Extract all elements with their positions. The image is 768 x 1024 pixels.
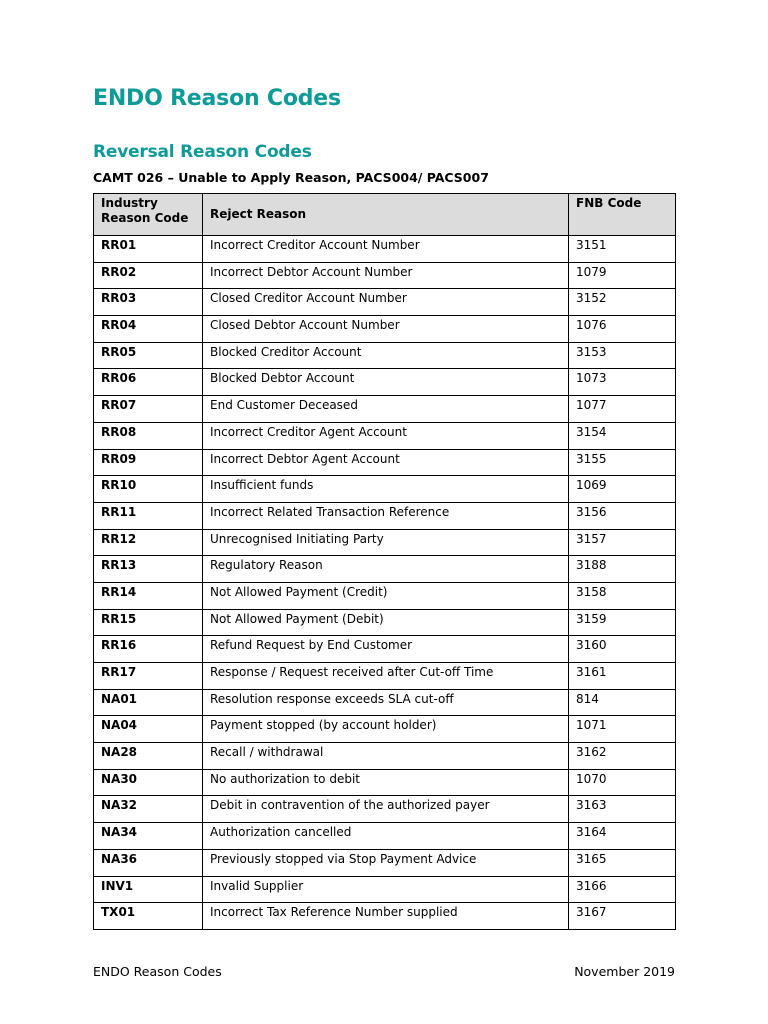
fnb-code-cell: 3166	[569, 876, 676, 903]
industry-code-cell: NA28	[94, 743, 203, 770]
reject-reason-cell: Incorrect Related Transaction Reference	[203, 502, 569, 529]
table-row	[94, 262, 676, 289]
table-row	[94, 903, 676, 930]
industry-code-cell: RR16	[94, 636, 203, 663]
reject-reason-cell: Response / Request received after Cut-off Time	[203, 663, 569, 690]
fnb-code-cell: 1077	[569, 396, 676, 423]
reject-reason-cell: Not Allowed Payment (Credit)	[203, 582, 569, 609]
industry-code-cell: RR08	[94, 422, 203, 449]
industry-code-cell: RR11	[94, 502, 203, 529]
fnb-code-cell: 3158	[569, 582, 676, 609]
industry-code-cell: NA04	[94, 716, 203, 743]
reject-reason-cell: Incorrect Creditor Agent Account	[203, 422, 569, 449]
reject-reason-cell: Closed Creditor Account Number	[203, 289, 569, 316]
industry-code-cell: RR13	[94, 556, 203, 583]
industry-code-cell: RR02	[94, 262, 203, 289]
fnb-code-cell: 3159	[569, 609, 676, 636]
industry-code-cell: RR05	[94, 342, 203, 369]
reject-reason-cell: Unrecognised Initiating Party	[203, 529, 569, 556]
header-fnb-code: FNB Code	[569, 194, 676, 236]
reject-reason-cell: Closed Debtor Account Number	[203, 316, 569, 343]
fnb-code-cell: 3162	[569, 743, 676, 770]
industry-code-cell: RR06	[94, 369, 203, 396]
reject-reason-cell: Previously stopped via Stop Payment Advice	[203, 849, 569, 876]
reject-reason-cell: Refund Request by End Customer	[203, 636, 569, 663]
table-row	[94, 743, 676, 770]
section-title: Reversal Reason Codes	[93, 142, 312, 162]
table-row	[94, 369, 676, 396]
reject-reason-cell: Resolution response exceeds SLA cut-off	[203, 689, 569, 716]
table-row	[94, 716, 676, 743]
reject-reason-cell: Insufficient funds	[203, 476, 569, 503]
reject-reason-cell: Incorrect Tax Reference Number supplied	[203, 903, 569, 930]
table-row	[94, 582, 676, 609]
header-industry-reason-code: Industry Reason Code	[94, 194, 203, 236]
header-reject-reason: Reject Reason	[203, 194, 569, 236]
table-row	[94, 876, 676, 903]
industry-code-cell: RR10	[94, 476, 203, 503]
reject-reason-cell: No authorization to debit	[203, 769, 569, 796]
table-header-row	[94, 194, 676, 236]
table-row	[94, 449, 676, 476]
industry-code-cell: TX01	[94, 903, 203, 930]
table-row	[94, 529, 676, 556]
industry-code-cell: NA34	[94, 823, 203, 850]
industry-code-cell: INV1	[94, 876, 203, 903]
fnb-code-cell: 1071	[569, 716, 676, 743]
reject-reason-cell: Blocked Debtor Account	[203, 369, 569, 396]
fnb-code-cell: 3160	[569, 636, 676, 663]
reject-reason-cell: Authorization cancelled	[203, 823, 569, 850]
industry-code-cell: NA01	[94, 689, 203, 716]
reject-reason-cell: Not Allowed Payment (Debit)	[203, 609, 569, 636]
page-title: ENDO Reason Codes	[93, 86, 341, 111]
reject-reason-cell: Incorrect Creditor Account Number	[203, 236, 569, 263]
fnb-code-cell: 3157	[569, 529, 676, 556]
reject-reason-cell: Incorrect Debtor Agent Account	[203, 449, 569, 476]
industry-code-cell: NA36	[94, 849, 203, 876]
fnb-code-cell: 3163	[569, 796, 676, 823]
fnb-code-cell: 3155	[569, 449, 676, 476]
footer-document-title: ENDO Reason Codes	[93, 964, 222, 979]
reject-reason-cell: Blocked Creditor Account	[203, 342, 569, 369]
table-caption: CAMT 026 – Unable to Apply Reason, PACS004/ PACS007	[93, 170, 489, 185]
reason-codes-table	[93, 193, 676, 930]
industry-code-cell: NA32	[94, 796, 203, 823]
table-row	[94, 636, 676, 663]
fnb-code-cell: 3164	[569, 823, 676, 850]
fnb-code-cell: 814	[569, 689, 676, 716]
fnb-code-cell: 3154	[569, 422, 676, 449]
fnb-code-cell: 3156	[569, 502, 676, 529]
table-row	[94, 663, 676, 690]
fnb-code-cell: 3165	[569, 849, 676, 876]
reject-reason-cell: Incorrect Debtor Account Number	[203, 262, 569, 289]
table-row	[94, 849, 676, 876]
fnb-code-cell: 1069	[569, 476, 676, 503]
reject-reason-cell: Regulatory Reason	[203, 556, 569, 583]
fnb-code-cell: 1079	[569, 262, 676, 289]
industry-code-cell: NA30	[94, 769, 203, 796]
industry-code-cell: RR04	[94, 316, 203, 343]
reject-reason-cell: Recall / withdrawal	[203, 743, 569, 770]
reject-reason-cell: Payment stopped (by account holder)	[203, 716, 569, 743]
industry-code-cell: RR01	[94, 236, 203, 263]
table-row	[94, 502, 676, 529]
table-row	[94, 316, 676, 343]
industry-code-cell: RR15	[94, 609, 203, 636]
table-row	[94, 609, 676, 636]
table-row	[94, 342, 676, 369]
fnb-code-cell: 3188	[569, 556, 676, 583]
industry-code-cell: RR03	[94, 289, 203, 316]
industry-code-cell: RR17	[94, 663, 203, 690]
table-row	[94, 289, 676, 316]
table-row	[94, 396, 676, 423]
reject-reason-cell: Invalid Supplier	[203, 876, 569, 903]
fnb-code-cell: 3151	[569, 236, 676, 263]
fnb-code-cell: 1076	[569, 316, 676, 343]
industry-code-cell: RR07	[94, 396, 203, 423]
table-row	[94, 422, 676, 449]
fnb-code-cell: 3167	[569, 903, 676, 930]
table-row	[94, 769, 676, 796]
fnb-code-cell: 1070	[569, 769, 676, 796]
reject-reason-cell: End Customer Deceased	[203, 396, 569, 423]
fnb-code-cell: 3153	[569, 342, 676, 369]
fnb-code-cell: 1073	[569, 369, 676, 396]
fnb-code-cell: 3161	[569, 663, 676, 690]
industry-code-cell: RR12	[94, 529, 203, 556]
industry-code-cell: RR14	[94, 582, 203, 609]
table-row	[94, 796, 676, 823]
industry-code-cell: RR09	[94, 449, 203, 476]
footer-date: November 2019	[574, 964, 675, 979]
table-row	[94, 823, 676, 850]
table-row	[94, 689, 676, 716]
table-row	[94, 236, 676, 263]
reject-reason-cell: Debit in contravention of the authorized payer	[203, 796, 569, 823]
table-row	[94, 476, 676, 503]
table-row	[94, 556, 676, 583]
fnb-code-cell: 3152	[569, 289, 676, 316]
